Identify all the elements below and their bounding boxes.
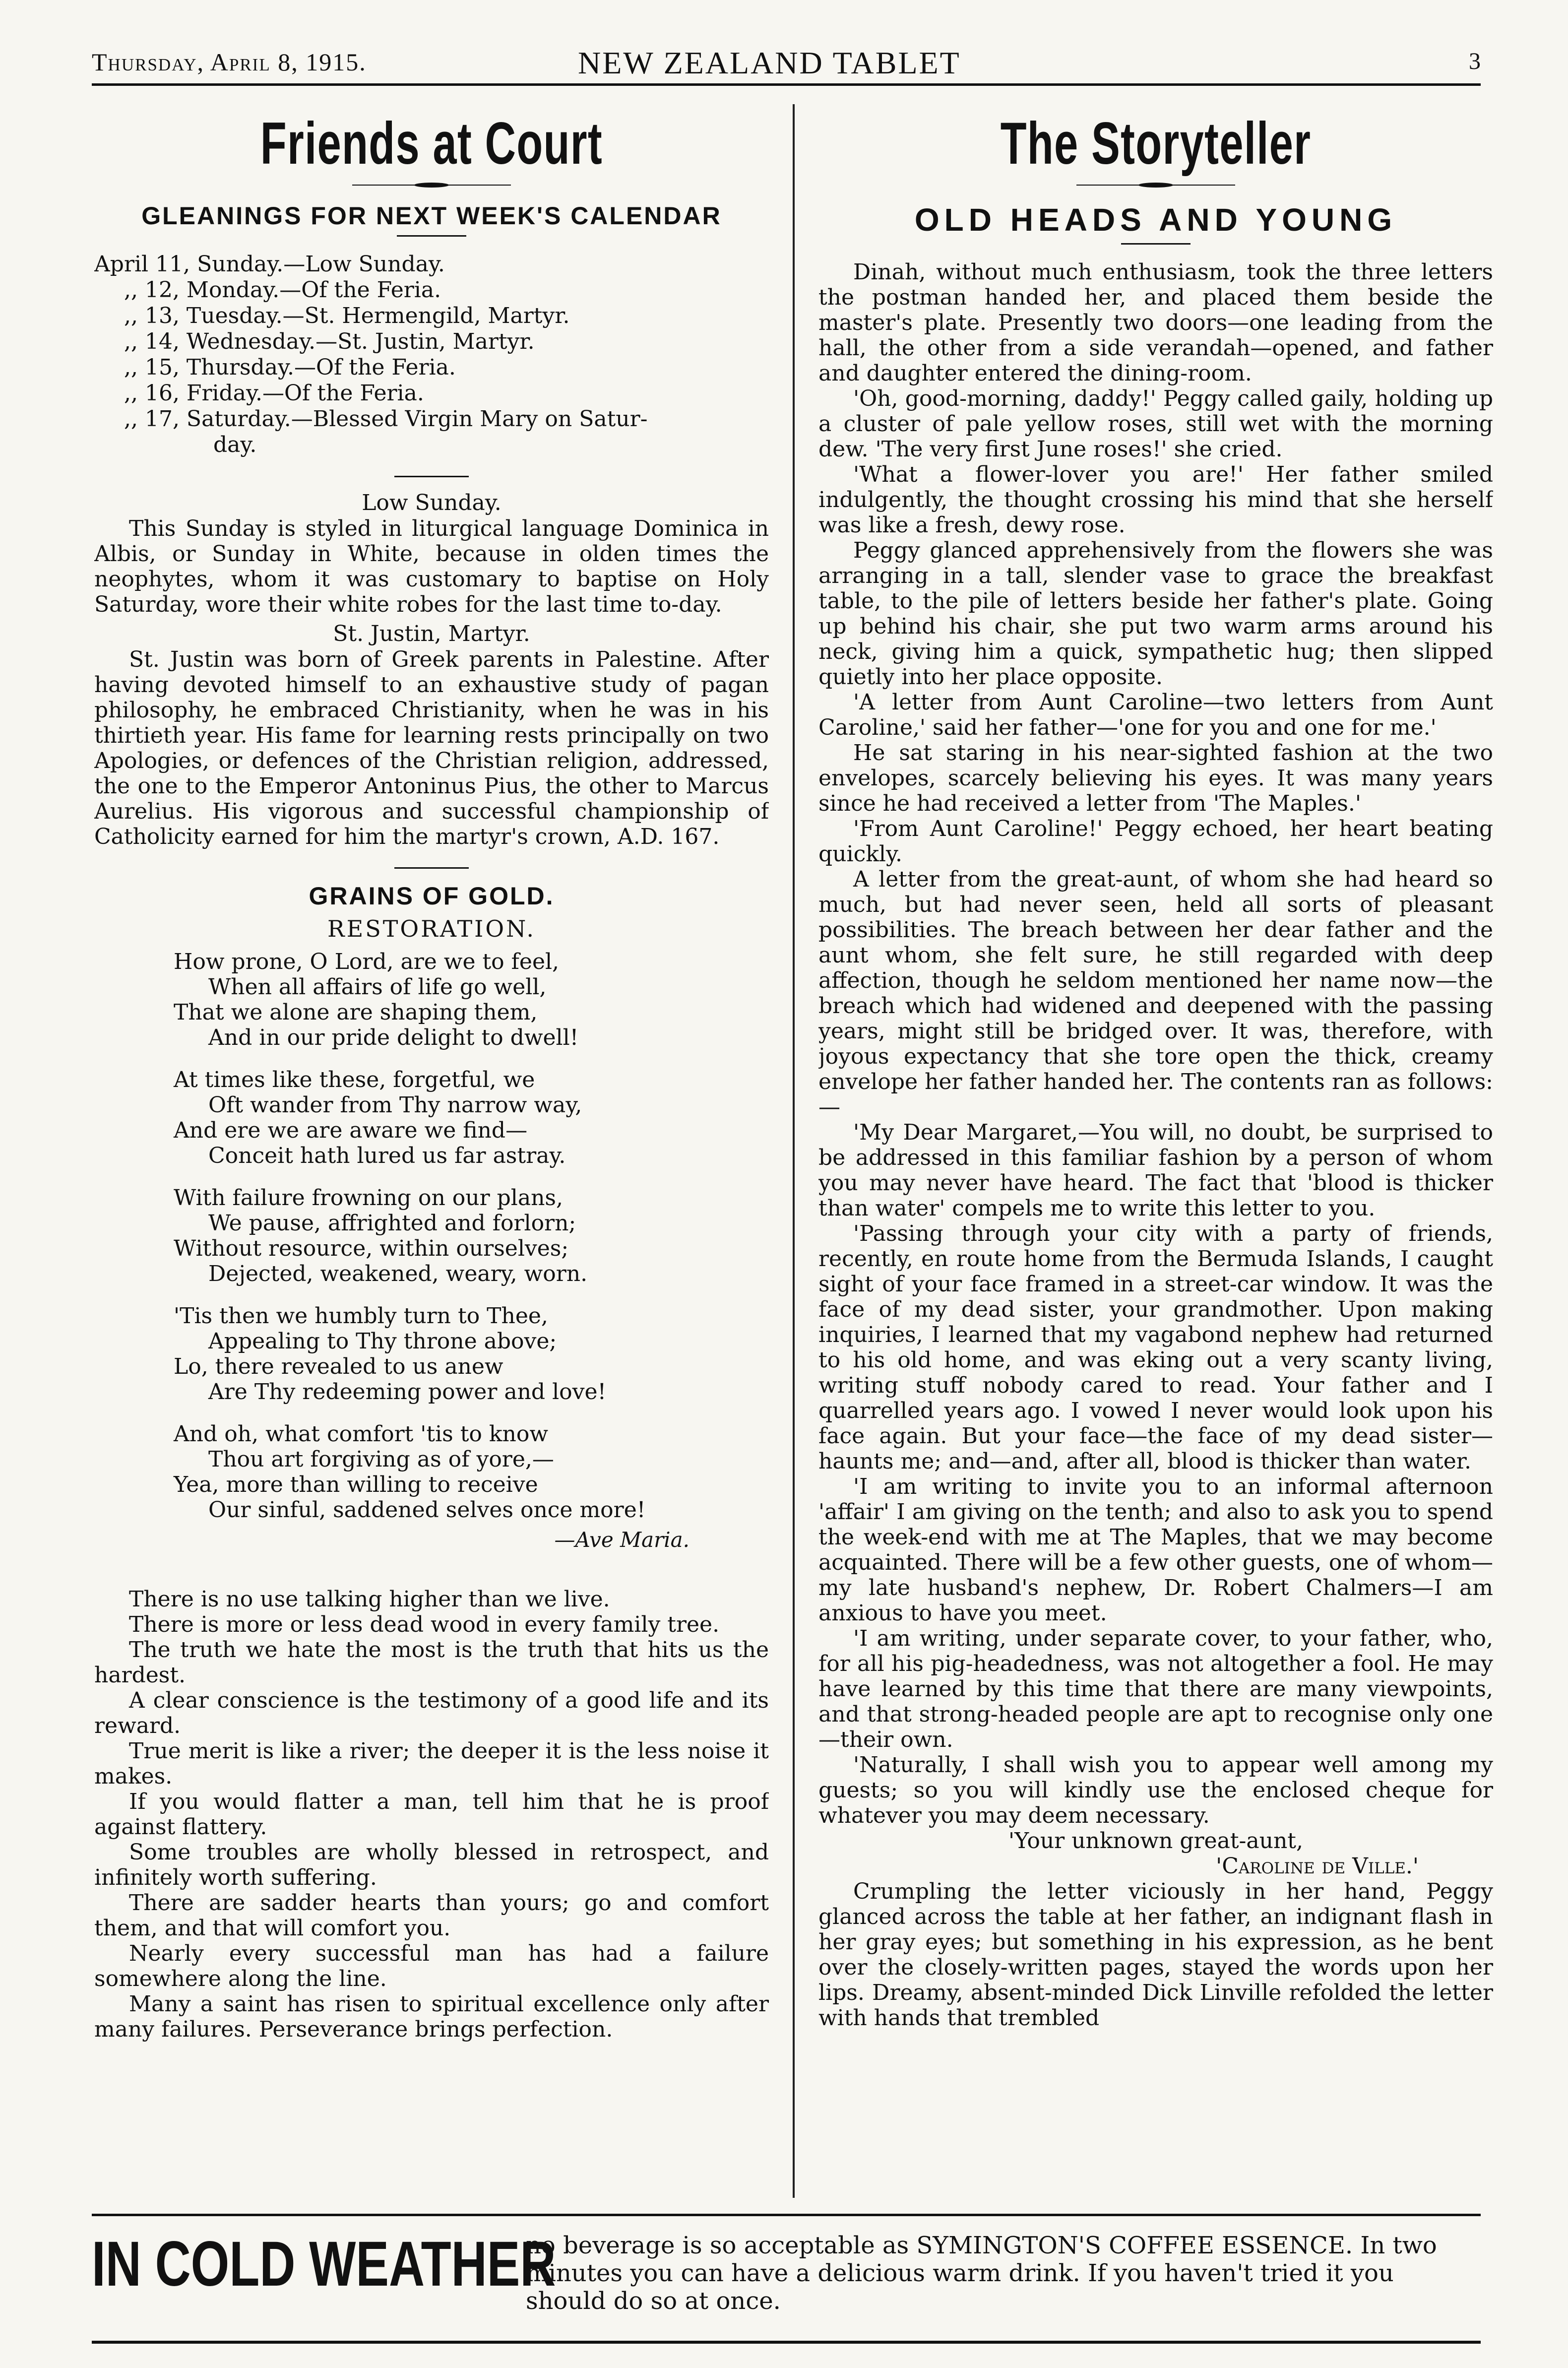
low-sunday-title: Low Sunday. (362, 490, 502, 515)
letter-signature: 'Caroline de Ville.' (1216, 1854, 1419, 1879)
ad-headline: IN COLD WEATHER (92, 2229, 556, 2300)
section-title-friends-at-court: Friends at Court (260, 110, 603, 177)
poem-line: Conceit hath lured us far astray. (208, 1143, 566, 1168)
calendar-entry-continued: day. (213, 432, 257, 457)
story-paragraph: Crumpling the letter viciously in her hand, Peggy glanced across the table at her father, an indignant flash in her gray eyes; but something in his expression, as he bent over the closely-written pages, stayed the words upon her lips. Dreamy, absent-minded Dick Linville refolded the letter with hands that trembled (818, 1879, 1493, 2031)
story-paragraph: 'Passing through your city with a party of friends, recently, en route home from the Bermuda Islands, I caught sight of your face framed in a street-car window. It was the face of my dead sister, your grandmother. Upon making inquiries, I learned that my vagabond nephew had returned to his old home, and was eking out a very scanty living, writing stuff nobody cared to read. Your father and I quarrelled years ago. I vowed I never would look upon his face again. But your face—the face of my dead sister—haunts me; and—and, after all, blood is thicker than water. (818, 1221, 1493, 1474)
maxim: A clear conscience is the testimony of a good life and its reward. (94, 1688, 769, 1738)
poem-line: Lo, there revealed to us anew (174, 1354, 503, 1379)
right-column (818, 99, 1493, 2193)
calendar-entry: ,, 13, Tuesday.—St. Hermengild, Martyr. (124, 303, 570, 328)
poem-line: Appealing to Thy throne above; (208, 1329, 557, 1354)
calendar-entry: ,, 17, Saturday.—Blessed Virgin Mary on Satur- (124, 406, 648, 432)
poem-stanza (174, 1303, 769, 1405)
ornament-divider (1076, 183, 1235, 188)
poem-line: And ere we are aware we find— (174, 1118, 528, 1143)
advertisement-rule (92, 2214, 1481, 2216)
calendar-entry: ,, 15, Thursday.—Of the Feria. (124, 355, 456, 380)
story-paragraph: Dinah, without much enthusiasm, took the three letters the postman handed her, and placed them beside the master's plate. Presently two doors—one leading from the hall, the other from a side verandah—opened, and father and daughter entered the dining-room. (818, 259, 1493, 386)
story-paragraph: 'Naturally, I shall wish you to appear well among my guests; so you will kindly use the enclosed cheque for whatever you may deem necessary. (818, 1752, 1493, 1828)
story-heading: OLD HEADS AND YOUNG (914, 202, 1397, 238)
letter-closing: 'Your unknown great-aunt, (1008, 1828, 1303, 1854)
maxim: Many a saint has risen to spiritual excellence only after many failures. Perseverance brings perfection. (94, 1991, 769, 2042)
ornament-divider (352, 183, 511, 188)
story-paragraph: 'Oh, good-morning, daddy!' Peggy called gaily, holding up a cluster of pale yellow roses, still wet with the morning dew. 'The very first June roses!' she cried. (818, 386, 1493, 462)
poem-stanza (174, 1067, 769, 1168)
calendar-entry: ,, 16, Friday.—Of the Feria. (124, 381, 424, 406)
header-rule (92, 83, 1481, 86)
advertisement (92, 2228, 1481, 2327)
poem-stanza (174, 1185, 769, 1286)
story-paragraph: 'My Dear Margaret,—You will, no doubt, be surprised to be addressed in this familiar fashion by a person of whom you may never have heard. The fact that 'blood is thicker than water' compels me to write this letter to you. (818, 1120, 1493, 1221)
calendar-entry: ,, 14, Wednesday.—St. Justin, Martyr. (124, 329, 535, 354)
poem-line: When all affairs of life go well, (208, 974, 547, 1000)
poem-line: With failure frowning on our plans, (174, 1185, 563, 1211)
maxim: Nearly every successful man has had a failure somewhere along the line. (94, 1941, 769, 1991)
poem-line: At times like these, forgetful, we (174, 1067, 535, 1092)
poem-line: That we alone are shaping them, (174, 1000, 538, 1025)
page-number: 3 (1469, 48, 1481, 74)
story-paragraph: 'What a flower-lover you are!' Her father smiled indulgently, the thought crossing his mind that she herself was like a fresh, dewy rose. (818, 462, 1493, 538)
story-paragraph: 'A letter from Aunt Caroline—two letters from Aunt Caroline,' said her father—'one for you and one for me.' (818, 690, 1493, 740)
advertisement-bottom-rule (92, 2341, 1481, 2344)
poem-line: We pause, affrighted and forlorn; (208, 1211, 576, 1236)
poem-line: How prone, O Lord, are we to feel, (174, 949, 560, 974)
maxim: Some troubles are wholly blessed in retrospect, and infinitely worth suffering. (94, 1840, 769, 1890)
low-sunday-text: This Sunday is styled in liturgical language Dominica in Albis, or Sunday in White, because in olden times the neophytes, whom it was customary to baptise on Holy Saturday, wore their white robes for the last time to-day. (94, 516, 769, 617)
poem-line: 'Tis then we humbly turn to Thee, (174, 1303, 548, 1329)
divider (394, 867, 469, 869)
poem-line: Thou art forgiving as of yore,— (208, 1447, 554, 1472)
st-justin-text: St. Justin was born of Greek parents in Palestine. After having devoted himself to an exhaustive study of pagan philosophy, he embraced Christianity, when he was in his thirtieth year. His fame for learning rests principally on two Apologies, or defences of the Christian religion, addressed, the one to the Emperor Antoninus Pius, the other to Marcus Aurelius. His vigorous and successful championship of Catholicity earned for him the martyr's crown, A.D. 167. (94, 647, 769, 849)
poem-stanza (174, 949, 769, 1050)
newspaper-name: NEW ZEALAND TABLET (578, 45, 961, 80)
ad-text: no beverage is so acceptable as SYMINGTON'S COFFEE ESSENCE. In two minutes you can have a delicious warm drink. If you haven't tried it you should do so at once. (526, 2232, 1437, 2315)
calendar-entry: ,, 12, Monday.—Of the Feria. (124, 277, 441, 303)
maxim: True merit is like a river; the deeper it is the less noise it makes. (94, 1738, 769, 1789)
story-paragraph: 'I am writing to invite you to an informal afternoon 'affair' I am giving on the tenth; and also to ask you to spend the week-end with me at The Maples, that we may become acquainted. There will be a few other guests, one of whom—my late husband's nephew, Dr. Robert Chalmers—I am anxious to have you meet. (818, 1474, 1493, 1626)
story-paragraph: Peggy glanced apprehensively from the flowers she was arranging in a tall, slender vase to grace the breakfast table, to the pile of letters beside her father's plate. Going up behind his chair, she put two warm arms around his neck, giving him a quick, sympathetic hug; then slipped quietly into her place opposite. (818, 538, 1493, 690)
poem-credit: —Ave Maria. (554, 1528, 690, 1552)
divider (394, 476, 469, 477)
issue-date: Thursday, April 8, 1915. (92, 48, 367, 76)
poem-title: RESTORATION. (327, 915, 536, 942)
calendar-heading: GLEANINGS FOR NEXT WEEK'S CALENDAR (141, 202, 722, 230)
maxim: There is more or less dead wood in every family tree. (129, 1612, 720, 1637)
poem-line: Are Thy redeeming power and love! (208, 1379, 607, 1405)
divider (397, 235, 466, 237)
poem-line: And in our pride delight to dwell! (208, 1025, 579, 1050)
maxim: There are sadder hearts than yours; go and comfort them, and that will comfort you. (94, 1890, 769, 1941)
maxim: The truth we hate the most is the truth that hits us the hardest. (94, 1637, 769, 1688)
poem-line: And oh, what comfort 'tis to know (174, 1421, 549, 1447)
left-column (94, 99, 769, 2193)
calendar-list (94, 252, 769, 458)
st-justin-title: St. Justin, Martyr. (333, 621, 530, 646)
poem-line: Our sinful, saddened selves once more! (208, 1497, 646, 1523)
poem-line: Oft wander from Thy narrow way, (208, 1092, 582, 1118)
story-paragraph: A letter from the great-aunt, of whom she had heard so much, but had never seen, held all sorts of pleasant possibilities. The breach between her dear father and the aunt whom, she felt sure, he still regarded with deep affection, though he seldom mentioned her name now—the breach which had widened and deepened with the passing years, might still be bridged over. It was, therefore, with joyous expectancy that she tore open the thick, creamy envelope her father handed her. The contents ran as follows:— (818, 867, 1493, 1120)
section-title-storyteller: The Storyteller (1000, 110, 1312, 177)
story-paragraph: He sat staring in his near-sighted fashion at the two envelopes, scarcely believing his eyes. It was many years since he had received a letter from 'The Maples.' (818, 740, 1493, 816)
poem-line: Yea, more than willing to receive (174, 1472, 538, 1497)
divider (1121, 243, 1191, 245)
grains-of-gold-heading: GRAINS OF GOLD. (309, 882, 555, 910)
story-paragraph: 'I am writing, under separate cover, to your father, who, for all his pig-headedness, was not altogether a fool. He may have learned by this time that there are many viewpoints, and that strong-headed people are apt to recognise only one—their own. (818, 1626, 1493, 1752)
maxim: If you would flatter a man, tell him that he is proof against flattery. (94, 1789, 769, 1840)
poem-stanza (174, 1421, 769, 1523)
story-paragraph: 'From Aunt Caroline!' Peggy echoed, her heart beating quickly. (818, 816, 1493, 867)
maxim: There is no use talking higher than we live. (129, 1587, 610, 1612)
calendar-entry: April 11, Sunday.—Low Sunday. (94, 252, 445, 277)
poem-line: Without resource, within ourselves; (174, 1236, 569, 1261)
column-rule (793, 104, 795, 2198)
poem-line: Dejected, weakened, weary, worn. (208, 1261, 588, 1286)
